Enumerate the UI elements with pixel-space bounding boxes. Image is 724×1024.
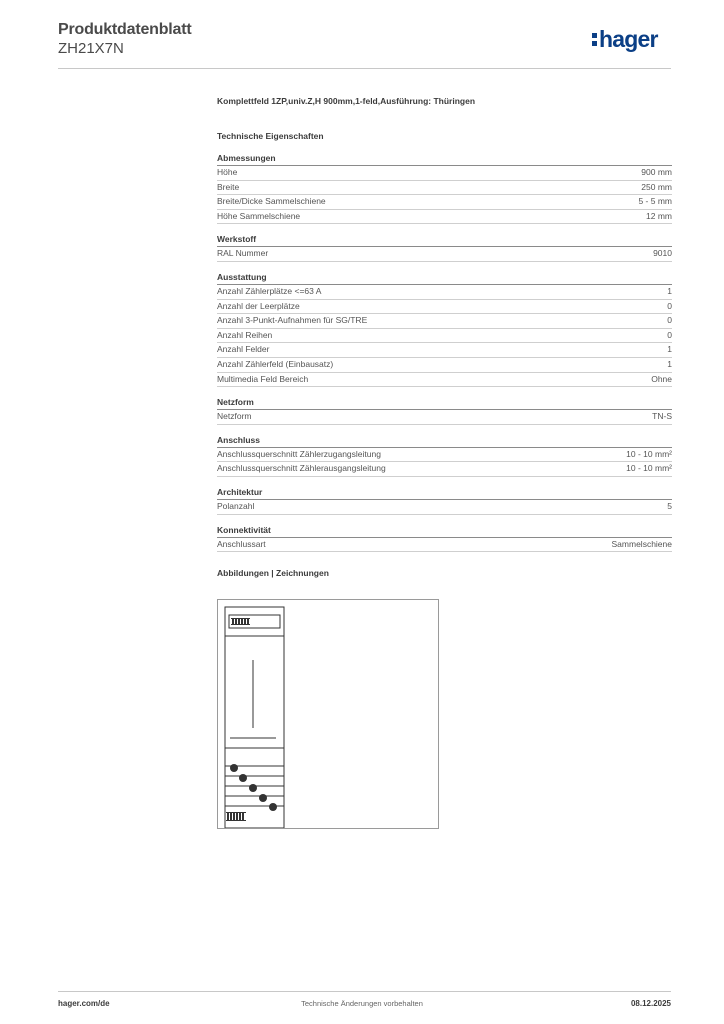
property-label: Anschlussart: [217, 538, 266, 549]
property-value: 1: [667, 285, 672, 296]
property-row: [217, 210, 672, 225]
property-group: [217, 525, 672, 553]
header-divider: [58, 68, 671, 69]
group-title: Konnektivität: [217, 525, 672, 538]
property-value: 900 mm: [641, 167, 672, 177]
property-value: TN-S: [652, 411, 672, 422]
property-label: Höhe: [217, 167, 238, 177]
property-row: [217, 314, 672, 329]
property-group: [217, 272, 672, 387]
property-label: Netzform: [217, 411, 252, 422]
property-value: 5: [667, 500, 672, 511]
group-title: Ausstattung: [217, 272, 672, 285]
property-label: Anzahl Felder: [217, 344, 270, 355]
property-row: [217, 166, 672, 181]
meter-panel-drawing-icon: [218, 600, 438, 828]
property-row: [217, 410, 672, 425]
property-value: Sammelschiene: [611, 538, 672, 549]
property-label: Anschlussquerschnitt Zählerzugangsleitung: [217, 448, 381, 459]
property-row: [217, 358, 672, 373]
document-title: Produktdatenblatt: [58, 21, 192, 38]
footer-note: Technische Änderungen vorbehalten: [301, 999, 423, 1008]
logo-colon-icon: [592, 33, 597, 49]
property-label: RAL Nummer: [217, 248, 269, 259]
property-label: Anzahl Zählerfeld (Einbausatz): [217, 358, 334, 369]
property-label: Anzahl 3-Punkt-Aufnahmen für SG/TRE: [217, 315, 368, 326]
property-value: 1: [667, 344, 672, 355]
group-title: Werkstoff: [217, 234, 672, 247]
property-label: Breite: [217, 181, 240, 192]
property-value: 9010: [653, 248, 672, 259]
property-group: [217, 397, 672, 425]
property-row: [217, 343, 672, 358]
property-row: [217, 195, 672, 210]
property-label: Anzahl der Leerplätze: [217, 300, 300, 311]
hager-logo[interactable]: [592, 27, 658, 55]
group-title: Architektur: [217, 487, 672, 500]
article-number: ZH21X7N: [58, 40, 124, 57]
property-value: 5 - 5 mm: [638, 196, 672, 207]
property-group: [217, 435, 672, 477]
property-row: [217, 373, 672, 388]
property-row: [217, 300, 672, 315]
property-row: [217, 247, 672, 262]
property-row: [217, 500, 672, 515]
property-row: [217, 462, 672, 477]
property-group: [217, 234, 672, 262]
property-label: Breite/Dicke Sammelschiene: [217, 196, 326, 207]
property-value: 0: [667, 315, 672, 326]
property-value: 12 mm: [646, 210, 672, 221]
figure-title: Abbildungen | Zeichnungen: [217, 568, 329, 579]
property-label: Höhe Sammelschiene: [217, 210, 301, 221]
property-row: [217, 181, 672, 196]
product-drawing: [217, 599, 439, 829]
property-value: 0: [667, 329, 672, 340]
property-value: 0: [667, 300, 672, 311]
property-label: Multimedia Feld Bereich: [217, 373, 309, 384]
property-groups: [217, 153, 672, 552]
property-row: [217, 329, 672, 344]
property-row: [217, 285, 672, 300]
property-group: [217, 153, 672, 224]
logo-text: hager: [599, 26, 658, 52]
property-label: Anzahl Reihen: [217, 329, 273, 340]
footer-divider: [58, 991, 671, 992]
group-title: Abmessungen: [217, 153, 672, 166]
footer-website-link[interactable]: hager.com/de: [58, 999, 110, 1008]
property-row: [217, 538, 672, 553]
footer-date: 08.12.2025: [630, 999, 671, 1008]
property-label: Polanzahl: [217, 500, 255, 511]
group-title: Netzform: [217, 397, 672, 410]
group-title: Anschluss: [217, 435, 672, 448]
property-row: [217, 448, 672, 463]
property-value: 1: [667, 358, 672, 369]
property-value: Ohne: [651, 373, 672, 384]
property-value: 10 - 10 mm²: [626, 448, 672, 459]
property-label: Anschlussquerschnitt Zählerausgangsleitung: [217, 463, 386, 474]
product-description: Komplettfeld 1ZP,univ.Z,H 900mm,1-feld,Ausführung: Thüringen: [217, 96, 476, 106]
section-title: Technische Eigenschaften: [217, 131, 324, 141]
datasheet-content: [217, 96, 672, 580]
property-group: [217, 487, 672, 515]
property-value: 10 - 10 mm²: [626, 463, 672, 474]
property-value: 250 mm: [641, 181, 672, 192]
property-label: Anzahl Zählerplätze <=63 A: [217, 285, 322, 296]
